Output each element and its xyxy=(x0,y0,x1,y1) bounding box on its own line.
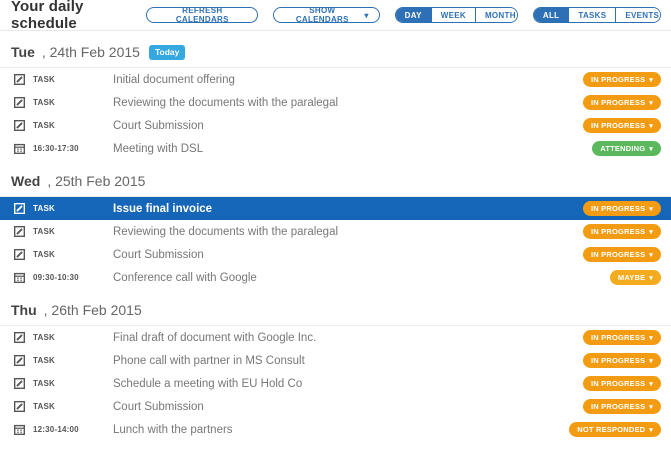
status-dropdown[interactable] xyxy=(583,330,661,345)
schedule-row[interactable] xyxy=(0,266,671,289)
refresh-calendars-label: REFRESH CALENDARS xyxy=(175,6,229,24)
chevron-down-icon xyxy=(649,402,653,411)
day-section xyxy=(0,160,671,289)
view-toggle-month[interactable]: MONTH xyxy=(476,8,518,22)
row-title: Final draft of document with Google Inc. xyxy=(113,331,317,344)
status-dropdown[interactable] xyxy=(583,399,661,414)
header-bar xyxy=(0,0,671,31)
day-section xyxy=(0,31,671,160)
chevron-down-icon xyxy=(649,273,653,282)
schedule-row[interactable] xyxy=(0,349,671,372)
status-label: IN PROGRESS xyxy=(590,75,646,84)
row-type-label: 12:30-14:00 xyxy=(33,425,79,434)
status-dropdown[interactable] xyxy=(583,247,661,262)
day-rows xyxy=(0,326,671,441)
row-type-label: 09:30-10:30 xyxy=(33,273,79,282)
status-label: ATTENDING xyxy=(600,144,646,153)
row-title: Issue final invoice xyxy=(113,202,213,215)
page-title: Your daily schedule xyxy=(11,0,84,32)
status-label: IN PROGRESS xyxy=(590,379,646,388)
row-title: Phone call with partner in MS Consult xyxy=(113,354,305,367)
schedule-row[interactable] xyxy=(0,68,671,91)
row-title: Court Submission xyxy=(113,248,204,261)
calendar-icon xyxy=(14,272,28,283)
row-type-label: TASK xyxy=(33,204,55,213)
status-label: IN PROGRESS xyxy=(590,204,646,213)
status-dropdown[interactable] xyxy=(583,72,661,87)
row-title: Initial document offering xyxy=(113,73,235,86)
day-rows xyxy=(0,197,671,289)
status-label: MAYBE xyxy=(617,273,646,282)
chevron-down-icon xyxy=(649,75,653,84)
row-title: Schedule a meeting with EU Hold Co xyxy=(113,377,303,390)
row-type-label: TASK xyxy=(33,98,55,107)
task-icon xyxy=(14,355,28,366)
status-dropdown[interactable] xyxy=(592,141,661,156)
schedule-row[interactable] xyxy=(0,91,671,114)
status-label: IN PROGRESS xyxy=(590,250,646,259)
task-icon xyxy=(14,332,28,343)
view-toggle-week[interactable]: WEEK xyxy=(432,8,476,22)
today-badge: Today xyxy=(149,45,185,60)
chevron-down-icon xyxy=(649,356,653,365)
task-icon xyxy=(14,97,28,108)
chevron-down-icon xyxy=(649,227,653,236)
row-title: Meeting with DSL xyxy=(113,142,204,155)
status-dropdown[interactable] xyxy=(583,353,661,368)
filter-toggle-tasks[interactable]: TASKS xyxy=(569,8,616,22)
row-type-label: TASK xyxy=(33,379,55,388)
row-title: Court Submission xyxy=(113,400,204,413)
status-label: IN PROGRESS xyxy=(590,227,646,236)
schedule-row[interactable] xyxy=(0,243,671,266)
row-title: Lunch with the partners xyxy=(113,423,233,436)
schedule-row[interactable] xyxy=(0,372,671,395)
schedule-row[interactable] xyxy=(0,418,671,441)
row-type-label: TASK xyxy=(33,227,55,236)
row-type-label: 16:30-17:30 xyxy=(33,144,79,153)
status-dropdown[interactable] xyxy=(583,376,661,391)
row-type-label: TASK xyxy=(33,250,55,259)
row-type-label: TASK xyxy=(33,356,55,365)
schedule-row[interactable] xyxy=(0,220,671,243)
chevron-down-icon xyxy=(649,379,653,388)
day-date: , 26th Feb 2015 xyxy=(43,302,142,318)
schedule-row[interactable] xyxy=(0,197,671,220)
chevron-down-icon xyxy=(649,144,653,153)
status-label: IN PROGRESS xyxy=(590,98,646,107)
row-type-label: TASK xyxy=(33,75,55,84)
schedule-row[interactable] xyxy=(0,114,671,137)
status-dropdown[interactable] xyxy=(583,201,661,216)
chevron-down-icon xyxy=(364,11,368,20)
task-icon xyxy=(14,249,28,260)
row-type-label: TASK xyxy=(33,333,55,342)
day-name: Wed xyxy=(11,173,41,189)
view-toggle-group xyxy=(395,7,518,23)
filter-toggle-group xyxy=(533,7,661,23)
status-label: IN PROGRESS xyxy=(590,121,646,130)
toolbar xyxy=(146,7,661,23)
task-icon xyxy=(14,401,28,412)
schedule-row[interactable] xyxy=(0,137,671,160)
days-container xyxy=(0,31,671,441)
day-name: Tue xyxy=(11,44,35,60)
row-title: Conference call with Google xyxy=(113,271,257,284)
chevron-down-icon xyxy=(649,425,653,434)
day-header xyxy=(0,289,671,326)
row-title: Court Submission xyxy=(113,119,204,132)
day-section xyxy=(0,289,671,441)
schedule-row[interactable] xyxy=(0,395,671,418)
chevron-down-icon xyxy=(649,121,653,130)
status-dropdown[interactable] xyxy=(583,95,661,110)
task-icon xyxy=(14,120,28,131)
status-dropdown[interactable] xyxy=(583,224,661,239)
calendar-icon xyxy=(14,143,28,154)
status-dropdown[interactable] xyxy=(569,422,661,437)
day-date: , 24th Feb 2015 xyxy=(41,44,140,60)
row-type-label: TASK xyxy=(33,402,55,411)
filter-toggle-events[interactable]: EVENTS xyxy=(616,8,661,22)
task-icon xyxy=(14,74,28,85)
view-toggle-day[interactable]: DAY xyxy=(396,8,432,22)
chevron-down-icon xyxy=(649,333,653,342)
schedule-row[interactable] xyxy=(0,326,671,349)
status-label: IN PROGRESS xyxy=(590,333,646,342)
day-header xyxy=(0,31,671,68)
show-calendars-label: SHOW CALENDARS xyxy=(295,6,349,24)
refresh-calendars-button[interactable] xyxy=(146,7,258,23)
task-icon xyxy=(14,203,28,214)
row-title: Reviewing the documents with the paralegal xyxy=(113,225,339,238)
chevron-down-icon xyxy=(649,204,653,213)
status-label: IN PROGRESS xyxy=(590,402,646,411)
task-icon xyxy=(14,378,28,389)
day-date: , 25th Feb 2015 xyxy=(47,173,146,189)
filter-toggle-all[interactable]: ALL xyxy=(534,8,569,22)
calendar-icon xyxy=(14,424,28,435)
status-dropdown[interactable] xyxy=(610,270,661,285)
task-icon xyxy=(14,226,28,237)
show-calendars-button[interactable] xyxy=(273,7,379,23)
day-rows xyxy=(0,68,671,160)
chevron-down-icon xyxy=(649,98,653,107)
row-type-label: TASK xyxy=(33,121,55,130)
day-name: Thu xyxy=(11,302,37,318)
status-label: IN PROGRESS xyxy=(590,356,646,365)
status-label: NOT RESPONDED xyxy=(577,425,646,434)
day-header xyxy=(0,160,671,197)
row-title: Reviewing the documents with the paralegal xyxy=(113,96,339,109)
status-dropdown[interactable] xyxy=(583,118,661,133)
chevron-down-icon xyxy=(649,250,653,259)
